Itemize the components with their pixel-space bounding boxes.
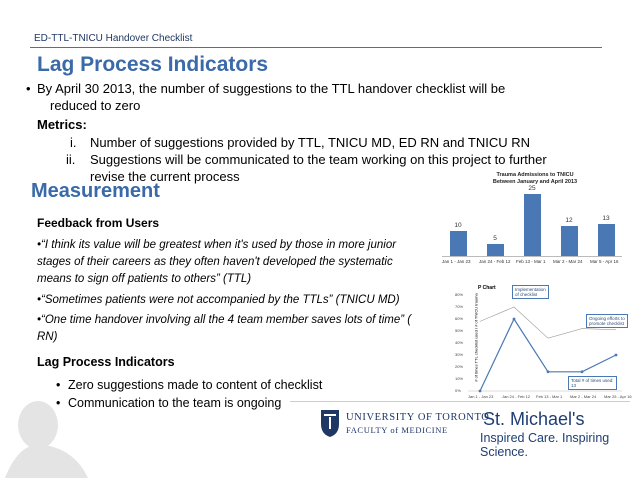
bar [561, 226, 578, 256]
bar [598, 224, 615, 257]
quote-line: RN) [37, 331, 58, 343]
category-label: Jan 24 - Feb 12 [479, 259, 511, 264]
category-label: Jan 1 - Jan 23 [442, 259, 471, 264]
category-label: Mar 2 - Mar 24 [553, 259, 583, 264]
slide-title: Lag Process Indicators [37, 53, 269, 76]
uoft-crest-icon [319, 408, 341, 438]
p-chart [440, 285, 630, 400]
bar-value-label: 13 [602, 214, 610, 222]
y-tick-label: 0% [455, 388, 461, 393]
data-point [513, 318, 516, 321]
lag-item: Communication to the team is ongoing [68, 396, 282, 410]
bullet-marker: • [26, 81, 31, 96]
statue-watermark-image [0, 395, 90, 478]
goal-text-line-1: By April 30 2013, the number of suggestions to the TTL handover checklist will be [37, 81, 506, 96]
goal-text-line-2: reduced to zero [50, 98, 141, 113]
callout-text: Ongoing efforts to [589, 316, 625, 321]
data-point [581, 370, 584, 373]
category-label: Feb 13 - Mar 1 [516, 259, 546, 264]
data-point [547, 370, 550, 373]
bar-value-label: 5 [493, 234, 497, 242]
x-tick-label: Jan 24 - Feb 12 [502, 394, 531, 399]
y-tick-label: 10% [455, 376, 464, 381]
bullet-marker: • [56, 378, 61, 392]
x-axis [442, 256, 622, 257]
metric-number: ii. [66, 152, 76, 167]
y-tick-label: 30% [455, 352, 464, 357]
y-tick-label: 40% [455, 340, 464, 345]
smh-logo-name: St. Michael's [483, 409, 585, 429]
feedback-heading: Feedback from Users [37, 216, 160, 230]
uoft-faculty: FACULTY of MEDICINE [346, 425, 448, 435]
callout-text: promote checklist [589, 321, 625, 326]
bar [524, 194, 541, 257]
callout-implementation [512, 285, 549, 299]
bullet-marker: • [56, 396, 61, 410]
callout-text: of checklist [515, 292, 538, 297]
measurement-heading: Measurement [31, 180, 160, 202]
metric-number: i. [70, 135, 77, 150]
x-tick-label: Feb 13 - Mar 1 [536, 394, 563, 399]
chart-subtitle: Between January and April 2013 [492, 179, 578, 185]
chart-title: Trauma Admissions to TNICU [496, 172, 574, 178]
metric-text-continued: revise the current process [90, 169, 240, 184]
admissions-bar-chart [440, 168, 630, 270]
y-tick-label: 70% [455, 304, 464, 309]
y-tick-label: 60% [455, 316, 464, 321]
quote-line: stages of their careers as they often haven't developed the systematic [37, 256, 393, 268]
lag-indicators-heading: Lag Process Indicators [37, 355, 175, 369]
callout-text: 13 [571, 383, 577, 388]
category-label: Mar 5 - Apr 16 [590, 259, 619, 264]
slide-header: ED-TTL-TNICU Handover Checklist [34, 33, 193, 44]
y-tick-label: 80% [455, 292, 464, 297]
bar-value-label: 25 [528, 184, 536, 192]
data-point [615, 354, 618, 357]
uoft-name: UNIVERSITY OF TORONTO [346, 412, 490, 423]
quote-line: •“Sometimes patients were not accompanied by the TTLs” (TNICU MD) [37, 294, 400, 306]
footer-divider [290, 401, 630, 402]
quote-line: •“I think its value will be greatest when it's used by those in more junior [37, 239, 397, 251]
callout-total-used [568, 376, 617, 390]
bar-value-label: 10 [454, 222, 462, 229]
bar [487, 244, 504, 257]
p-chart-ylabel: # of times TTL checklist used / # of TNICU trauma [473, 293, 479, 382]
metric-text: Suggestions will be communicated to the team working on this project to further [90, 152, 547, 167]
x-tick-label: Mar 2 - Mar 24 [570, 394, 597, 399]
bar-value-label: 12 [565, 217, 573, 224]
metric-text: Number of suggestions provided by TTL, TNICU MD, ED RN and TNICU RN [90, 135, 530, 150]
quote-line: •“One time handover involving all the 4 team member saves lots of time” ( [37, 314, 412, 326]
p-chart-title: P Chart [478, 285, 496, 291]
y-tick-label: 50% [455, 328, 464, 333]
data-point [479, 390, 482, 393]
callout-ongoing-efforts [586, 314, 628, 328]
smh-tagline: Inspired Care. Inspiring Science. [480, 431, 610, 459]
header-divider [30, 47, 602, 48]
y-tick-label: 20% [455, 364, 464, 369]
quote-line: means to sign off patients to others” (TTL) [37, 273, 252, 285]
x-tick-label: Jan 1 - Jan 23 [468, 394, 494, 399]
callout-text: Implementation [515, 287, 546, 292]
metrics-label: Metrics: [37, 117, 87, 132]
bar [450, 231, 467, 256]
lag-item: Zero suggestions made to content of checklist [68, 378, 323, 392]
callout-text: Total # of times used: [571, 378, 614, 383]
x-tick-label: Mar 25 - Apr 16 [604, 394, 632, 399]
